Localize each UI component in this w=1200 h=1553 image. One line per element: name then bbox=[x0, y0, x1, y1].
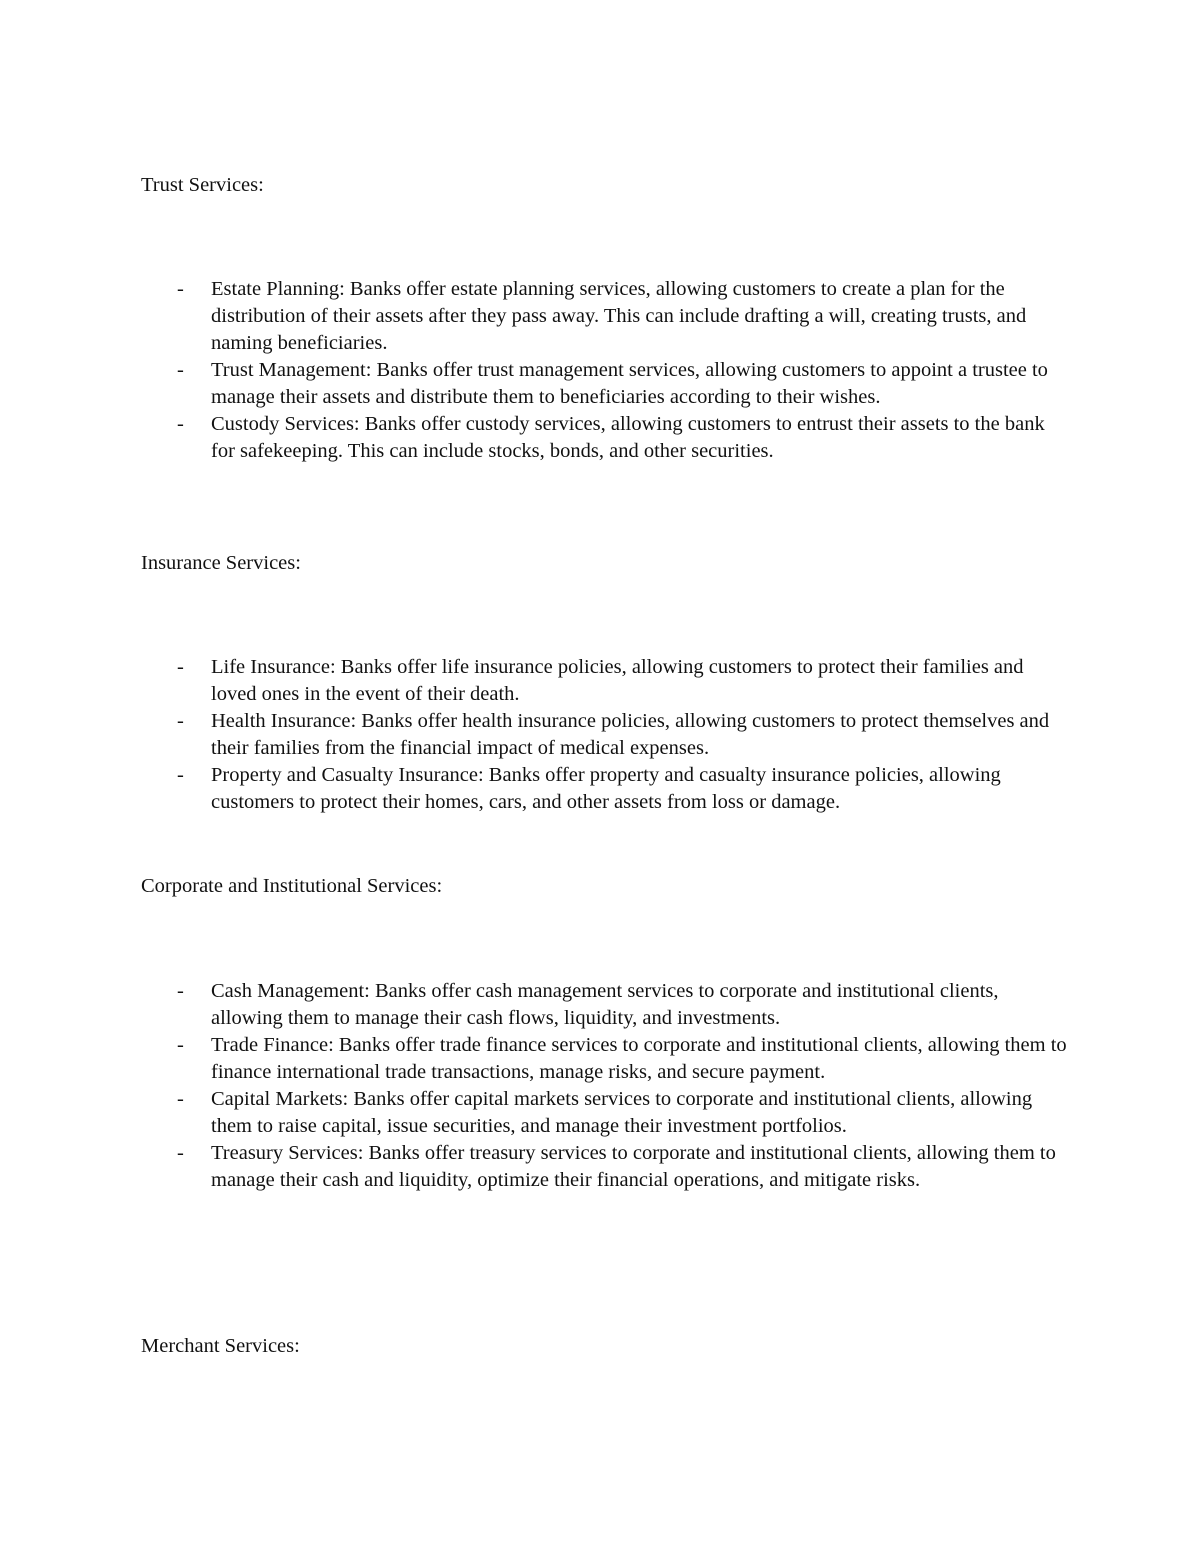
bullet-dash: - bbox=[177, 278, 184, 300]
insurance-services-list bbox=[0, 654, 1200, 816]
bullet-dash: - bbox=[177, 1088, 184, 1110]
list-item bbox=[0, 1032, 1071, 1086]
list-item-text: Cash Management: Banks offer cash management services to corporate and institutional clients, allowing them to manage their cash flows, liquidity, and investments. bbox=[211, 980, 999, 1029]
list-item-text: Capital Markets: Banks offer capital markets services to corporate and institutional clients, allowing them to raise capital, issue securities, and manage their investment portfolios. bbox=[211, 1088, 1033, 1137]
list-item-text: Trust Management: Banks offer trust management services, allowing customers to appoint a trustee to manage their assets and distribute them to beneficiaries according to their wishes. bbox=[211, 359, 1048, 408]
bullet-dash: - bbox=[177, 980, 184, 1002]
bullet-dash: - bbox=[177, 413, 184, 435]
trust-services-list bbox=[0, 276, 1200, 465]
list-item-text: Treasury Services: Banks offer treasury services to corporate and institutional clients, allowing them to manage their cash and liquidity, optimize their financial operations, and mitigate risks. bbox=[211, 1142, 1056, 1191]
list-item-text: Trade Finance: Banks offer trade finance services to corporate and institutional clients, allowing them to finance international trade transactions, manage risks, and secure payment. bbox=[211, 1034, 1067, 1083]
bullet-dash: - bbox=[177, 656, 184, 678]
list-item-text: Custody Services: Banks offer custody services, allowing customers to entrust their assets to the bank for safekeeping. This can include stocks, bonds, and other securities. bbox=[211, 413, 1045, 462]
list-item bbox=[0, 654, 1071, 708]
list-item bbox=[0, 357, 1071, 411]
bullet-dash: - bbox=[177, 359, 184, 381]
list-item bbox=[0, 411, 1071, 465]
list-item-text: Estate Planning: Banks offer estate planning services, allowing customers to create a plan for the distribution of their assets after they pass away. This can include drafting a will, creating trusts, and naming beneficiaries. bbox=[211, 278, 1027, 354]
list-item bbox=[0, 1140, 1071, 1194]
list-item-text: Life Insurance: Banks offer life insurance policies, allowing customers to protect their families and loved ones in the event of their death. bbox=[211, 656, 1024, 705]
section-heading-corporate-institutional-services: Corporate and Institutional Services: bbox=[141, 875, 443, 897]
section-heading-merchant-services: Merchant Services: bbox=[141, 1335, 300, 1357]
list-item-text: Property and Casualty Insurance: Banks offer property and casualty insurance policies, allowing customers to protect their homes, cars, and other assets from loss or damage. bbox=[211, 764, 1001, 813]
bullet-dash: - bbox=[177, 1142, 184, 1164]
list-item bbox=[0, 1086, 1071, 1140]
list-item bbox=[0, 708, 1071, 762]
bullet-dash: - bbox=[177, 764, 184, 786]
section-heading-insurance-services: Insurance Services: bbox=[141, 552, 301, 574]
list-item-text: Health Insurance: Banks offer health insurance policies, allowing customers to protect themselves and their families from the financial impact of medical expenses. bbox=[211, 710, 1050, 759]
list-item bbox=[0, 276, 1071, 357]
list-item bbox=[0, 762, 1071, 816]
bullet-dash: - bbox=[177, 710, 184, 732]
list-item bbox=[0, 978, 1071, 1032]
section-heading-trust-services: Trust Services: bbox=[141, 174, 264, 196]
bullet-dash: - bbox=[177, 1034, 184, 1056]
corporate-institutional-services-list bbox=[0, 978, 1200, 1194]
